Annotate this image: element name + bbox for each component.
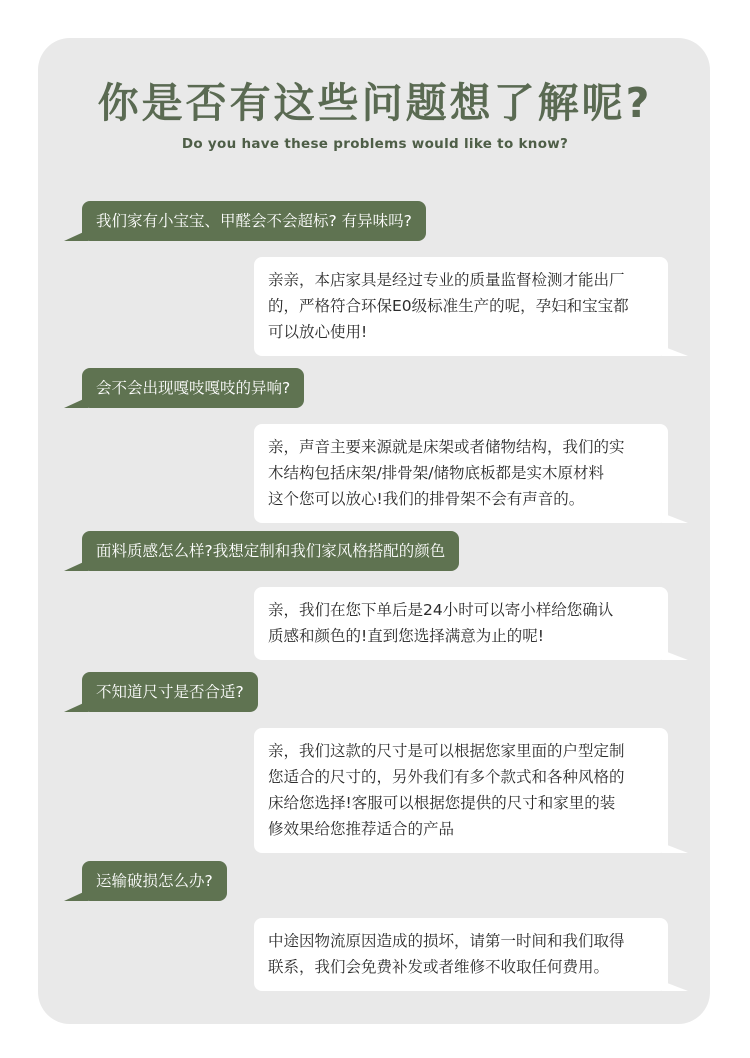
page-title: 你是否有这些问题想了解呢? — [97, 79, 653, 127]
answer-bubble-formaldehyde: 亲亲，本店家具是经过专业的质量监督检测才能出厂 的，严格符合环保E0级标准生产的呢，孕妇和宝宝都 可以放心使用! — [254, 257, 668, 356]
question-bubble-formaldehyde: 我们家有小宝宝、甲醛会不会超标? 有异味吗? — [82, 201, 426, 241]
question-bubble-size: 不知道尺寸是否合适? — [82, 672, 258, 712]
answer-bubble-noise: 亲，声音主要来源就是床架或者储物结构，我们的实 木结构包括床架/排骨架/储物底板都是实木原材料 这个您可以放心!我们的排骨架不会有声音的。 — [254, 424, 668, 523]
answer-bubble-fabric: 亲，我们在您下单后是24小时可以寄小样给您确认 质感和颜色的!直到您选择满意为止的呢! — [254, 587, 668, 660]
question-bubble-shipping-damage: 运输破损怎么办? — [82, 861, 227, 901]
page-subtitle: Do you have these problems would like to know? — [181, 136, 569, 152]
question-bubble-noise: 会不会出现嘎吱嘎吱的异响? — [82, 368, 304, 408]
answer-bubble-size: 亲，我们这款的尺寸是可以根据您家里面的户型定制 您适合的尺寸的，另外我们有多个款式和各种风格的 床给您选择!客服可以根据您提供的尺寸和家里的装 修效果给您推荐适合的产品 — [254, 728, 668, 853]
question-bubble-fabric: 面料质感怎么样?我想定制和我们家风格搭配的颜色 — [82, 531, 459, 571]
answer-bubble-shipping-damage: 中途因物流原因造成的损坏，请第一时间和我们取得 联系，我们会免费补发或者维修不收取任何费用。 — [254, 918, 668, 991]
